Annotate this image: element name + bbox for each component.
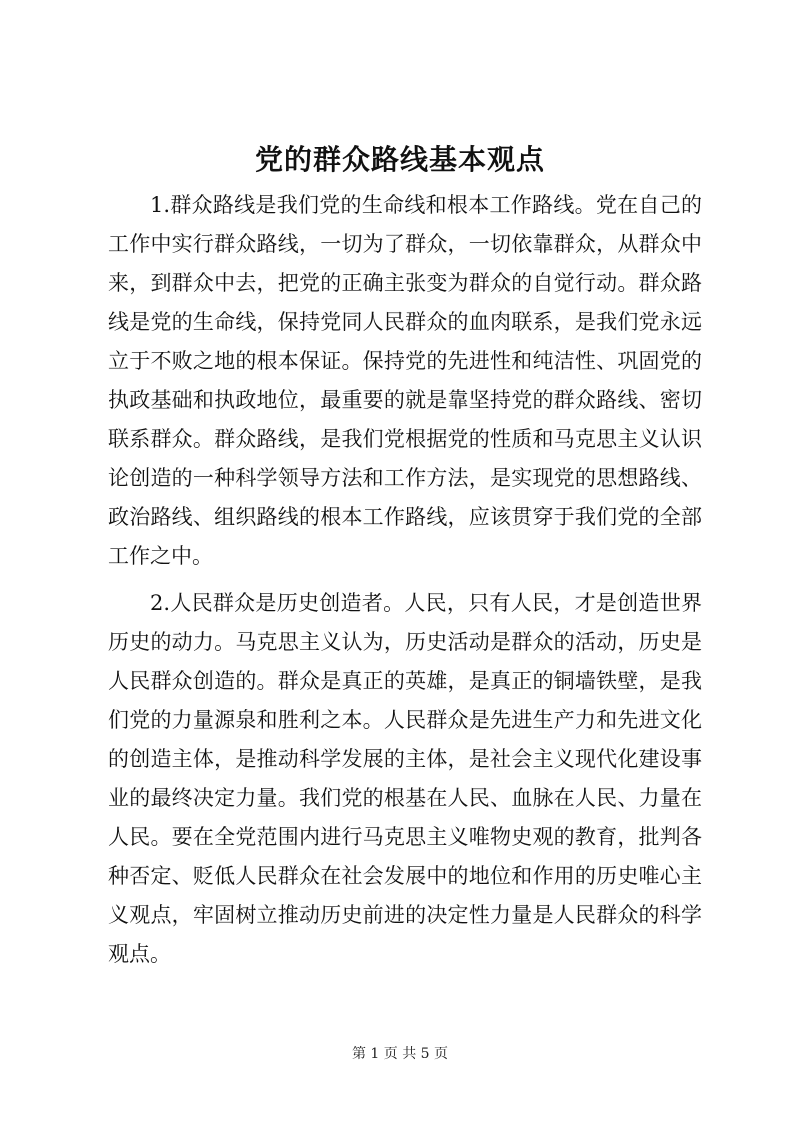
paragraph-1: 1.群众路线是我们党的生命线和根本工作路线。党在自己的工作中实行群众路线，一切为了群众，一切依靠群众，从群众中来，到群众中去，把党的正确主张变为群众的自觉行动。群众路线是党的生命线，保持党同人民群众的血肉联系，是我们党永远立于不败之地的根本保证。保持党的先进性和纯洁性、巩固党的执政基础和执政地位，最重要的就是靠坚持党的群众路线、密切联系群众。群众路线，是我们党根据党的性质和马克思主义认识论创造的一种科学领导方法和工作方法，是实现党的思想路线、政治路线、组织路线的根本工作路线，应该贯穿于我们党的全部工作之中。 bbox=[108, 193, 702, 568]
document-body bbox=[108, 186, 702, 982]
page-title: 党的群众路线基本观点 bbox=[254, 143, 545, 176]
page-number-footer: 第 1 页 共 5 页 bbox=[351, 1046, 449, 1062]
paragraph-2: 2.人民群众是历史创造者。人民，只有人民，才是创造世界历史的动力。马克思主义认为，历史活动是群众的活动，历史是人民群众创造的。群众是真正的英雄，是真正的铜墙铁壁，是我们党的力量源泉和胜利之本。人民群众是先进生产力和先进文化的创造主体，是推动科学发展的主体，是社会主义现代化建设事业的最终决定力量。我们党的根基在人民、血脉在人民、力量在人民。要在全党范围内进行马克思主义唯物史观的教育，批判各种否定、贬低人民群众在社会发展中的地位和作用的历史唯心主义观点，牢固树立推动历史前进的决定性力量是人民群众的科学观点。 bbox=[108, 591, 702, 966]
